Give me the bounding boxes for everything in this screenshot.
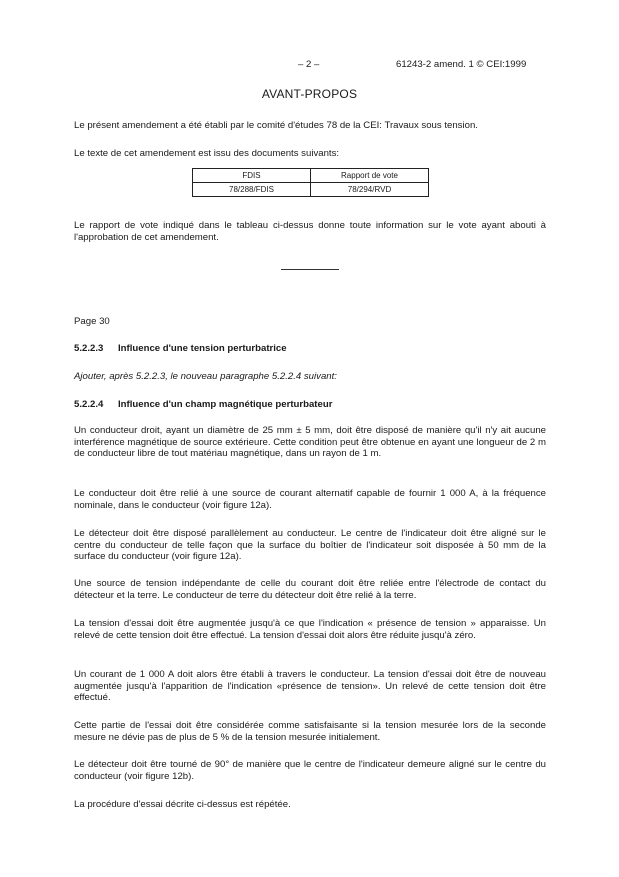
intro-paragraph-documents: Le texte de cet amendement est issu des documents suivants: bbox=[74, 148, 340, 159]
body-paragraph: Cette partie de l'essai doit être considérée comme satisfaisante si la tension mesurée lors de la seconde mesure ne dévie pas de plus de 5 % de la tension mesurée initialement. bbox=[74, 720, 546, 743]
header-page-number: – 2 – bbox=[298, 59, 320, 70]
section-heading-5-2-2-3 bbox=[74, 343, 546, 355]
page-title: AVANT-PROPOS bbox=[261, 87, 358, 101]
body-paragraph: La procédure d'essai décrite ci-dessus est répétée. bbox=[74, 799, 291, 810]
voting-documents-table bbox=[192, 168, 429, 197]
section-number: 5.2.2.4 bbox=[74, 399, 104, 410]
section-title: Influence d'une tension perturbatrice bbox=[118, 343, 287, 354]
table-row bbox=[193, 183, 429, 197]
table-header-row bbox=[193, 169, 429, 183]
table-cell: 78/294/RVD bbox=[311, 183, 429, 197]
body-paragraph: Le détecteur doit être tourné de 90° de manière que le centre de l'indicateur demeure aligné sur le centre du conducteur (voir figure 12b). bbox=[74, 759, 546, 782]
table-cell: 78/288/FDIS bbox=[193, 183, 311, 197]
body-paragraph: Le détecteur doit être disposé parallèlement au conducteur. Le centre de l'indicateur doit être aligné sur le centre du conducteur de telle façon que la surface du boîtier de l'indicateur soit disposée à 50 mm de la surface du conducteur (voir figure 12a). bbox=[74, 528, 546, 563]
body-paragraph: Une source de tension indépendante de celle du courant doit être reliée entre l'électrode de contact du détecteur et la terre. Le conducteur de terre du détecteur doit être relié à la terre. bbox=[74, 578, 546, 601]
table-header-cell: Rapport de vote bbox=[311, 169, 429, 183]
body-paragraph: Un conducteur droit, ayant un diamètre de 25 mm ± 5 mm, doit être disposé de manière qu'il n'y ait aucune interférence magnétique de source extérieure. Cette condition peut être obtenue en ayant une longueur de 2 m de conducteur libre de tout matériau magnétique, dans un rayon de 1 m. bbox=[74, 425, 546, 460]
page-reference: Page 30 bbox=[74, 316, 110, 327]
table-header-cell: FDIS bbox=[193, 169, 311, 183]
body-paragraph: Un courant de 1 000 A doit alors être établi à travers le conducteur. La tension d'essai doit être de nouveau augmentée jusqu'à l'apparition de l'indication «présence de tension». Un relevé de cette tension doit être effectué. bbox=[74, 669, 546, 704]
body-paragraph: La tension d'essai doit être augmentée jusqu'à ce que l'indication « présence de tension » apparaisse. Un relevé de cette tension doit être effectué. La tension d'essai doit alors être réduite jusqu'à zéro. bbox=[74, 618, 546, 641]
header-reference: 61243-2 amend. 1 © CEI:1999 bbox=[396, 59, 527, 70]
intro-paragraph-voting-report: Le rapport de vote indiqué dans le tableau ci-dessus donne toute information sur le vote ayant abouti à l'approbation de cet amendement. bbox=[74, 220, 546, 243]
separator-line bbox=[281, 269, 339, 270]
section-heading-5-2-2-4 bbox=[74, 399, 546, 411]
instruction-paragraph: Ajouter, après 5.2.2.3, le nouveau paragraphe 5.2.2.4 suivant: bbox=[74, 371, 337, 382]
body-paragraph: Le conducteur doit être relié à une source de courant alternatif capable de fournir 1 000 A, à la fréquence nominale, dans le conducteur (voir figure 12a). bbox=[74, 488, 546, 511]
section-number: 5.2.2.3 bbox=[74, 343, 104, 354]
intro-paragraph-committee: Le présent amendement a été établi par le comité d'études 78 de la CEI: Travaux sous tension. bbox=[74, 120, 478, 131]
section-title: Influence d'un champ magnétique perturbateur bbox=[118, 399, 333, 410]
